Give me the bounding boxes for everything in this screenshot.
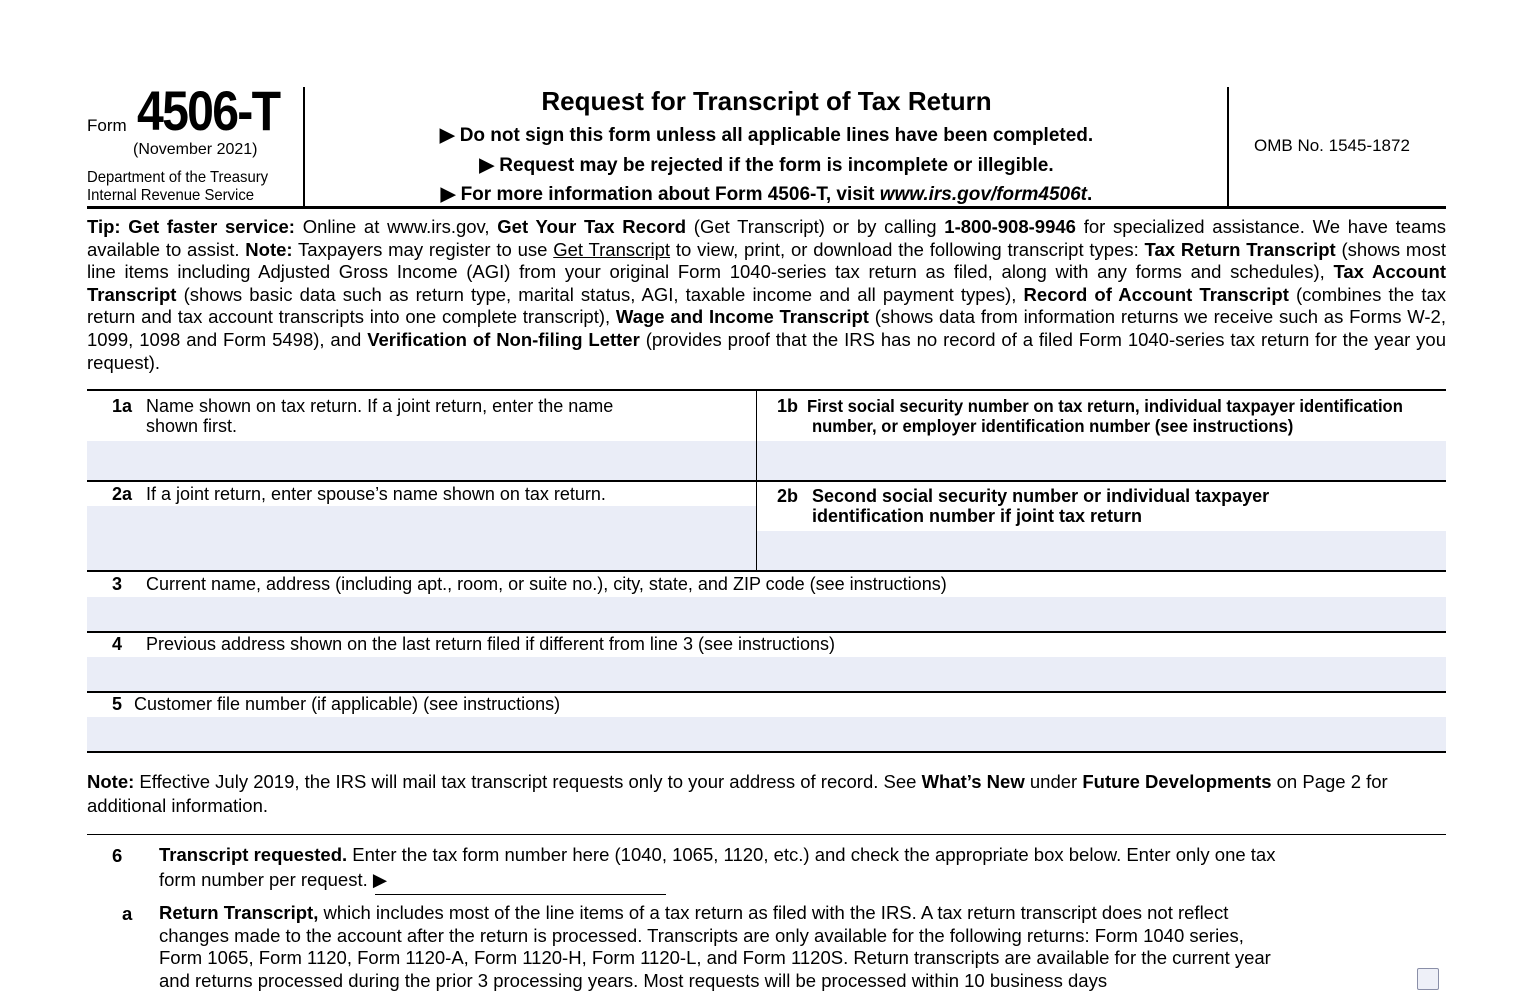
tip-get-record: Get Your Tax Record [497,216,687,237]
note-paragraph [87,770,1446,818]
line-6-desc: Enter the tax form number here (1040, 1065, 1120, etc.) and check the appropriate box below. Enter only one tax [347,844,1276,865]
form-title: Request for Transcript of Tax Return [541,86,992,116]
header-divider-left [303,87,305,206]
field-1b-label-line2: number, or employer identification number (see instructions) [812,416,1294,436]
bullet-3-text: ▶ For more information about Form 4506-T, visit [440,184,880,205]
omb-number: OMB No. 1545-1872 [1254,136,1410,155]
line-6a-line-1: which includes most of the line items of a tax return as filed with the IRS. A tax return transcript does not reflect [318,902,1229,923]
bullet-3-end: . [1087,184,1093,205]
form-word: Form [87,116,127,135]
second-ssn-input[interactable] [757,531,1446,570]
header-bullet-3 [306,183,1227,207]
line-6a-line-2: changes made to the account after the return is processed. Transcripts are only available for the following returns: Form 1040 series, [159,925,1244,946]
line-6-heading: Transcript requested. [159,844,348,865]
header-bullet-1: ▶ Do not sign this form unless all applicable lines have been completed. [439,125,1094,146]
line-6-text-2: form number per request. ▶ [159,869,388,890]
name-on-return-input[interactable] [87,441,756,480]
field-2a-label: If a joint return, enter spouse’s name shown on tax return. [146,484,606,504]
grid-mid-rule-2 [87,570,1446,572]
line-6a-text [159,902,1228,925]
note-text: on Page 2 for additional information. [87,771,1388,816]
tip-text: Online at www.irs.gov, [294,216,498,237]
note-text: Effective July 2019, the IRS will mail tax transcript requests only to your address of record. See [134,771,922,792]
current-address-input[interactable] [87,597,1446,631]
spouse-name-input[interactable] [87,506,756,570]
line-6a-line-4: and returns processed during the prior 3 processing years. Most requests will be processed within 10 business days [159,970,1108,991]
grid-mid-rule-4 [87,691,1446,693]
line-6a-letter: a [122,903,133,924]
note-text: under [1024,771,1083,792]
tip-return-transcript: Tax Return Transcript [1144,238,1336,260]
field-2b-label: Second social security number or individual taxpayer [812,486,1270,506]
field-4-label: Previous address shown on the last return filed if different from line 3 (see instructions) [146,634,836,654]
field-2b-label-line2: identification number if joint tax return [812,506,1143,526]
line-6a-line-3: Form 1065, Form 1120, Form 1120-A, Form 1120-H, Form 1120-L, and Form 1120S. Return transcripts are available for the current year [159,947,1271,968]
field-3-label: Current name, address (including apt., room, or suite no.), city, state, and ZIP code (see instructions) [146,574,947,594]
tip-text: to view, print, or download the following transcript types: [670,238,1145,260]
field-1a-label-line2: shown first. [146,416,238,436]
tip-text: (Get Transcript) or by calling [686,216,945,237]
header-bottom-rule [87,206,1446,209]
line-6a-heading: Return Transcript, [159,902,319,923]
tip-account-transcript: Tax Account Transcript [87,261,1446,305]
grid-bottom-rule [87,751,1446,753]
field-5-number: 5 [112,694,123,714]
line-6-text [159,843,1275,867]
tip-text: (provides proof that the IRS has no record of a filed Form 1040-series tax return for the year you request). [87,328,1447,373]
tip-label: Tip: Get faster service: [87,216,295,237]
tip-record-transcript: Record of Account Transcript [1023,283,1289,305]
form-revision: (November 2021) [133,141,258,158]
grid-top-rule [87,389,1446,391]
tip-note-label: Note: [245,238,293,260]
irs-form-link[interactable]: www.irs.gov/form4506t [879,184,1088,205]
customer-file-number-input[interactable] [87,717,1446,751]
note-whats-new: What’s New [921,771,1025,792]
tip-text: for specialized assistance. We have teams available to assist. [87,216,1446,260]
tip-text: (shows basic data such as return type, marital status, AGI, taxable income and all payment types), [176,283,1024,305]
field-1b-number: 1b [777,396,799,416]
field-3-number: 3 [112,574,123,594]
tip-text: (combines the tax return and tax account transcripts into one complete transcript), [87,283,1446,328]
first-ssn-input[interactable] [757,441,1446,480]
return-transcript-checkbox[interactable] [1417,968,1439,990]
tip-paragraph [87,216,1446,374]
field-1a-label: Name shown on tax return. If a joint return, enter the name [146,396,614,416]
field-4-number: 4 [112,634,123,654]
field-5-label: Customer file number (if applicable) (see instructions) [134,694,561,714]
header-divider-right [1227,87,1229,206]
note-future-developments: Future Developments [1082,771,1272,792]
section-6-rule [87,834,1446,835]
grid-mid-rule-3 [87,631,1446,633]
grid-mid-rule-1 [87,480,1446,482]
field-2b-number: 2b [777,486,799,506]
line-6-number: 6 [112,845,123,866]
field-1a-number: 1a [112,396,133,416]
dept-line-1: Department of the Treasury [87,169,269,186]
tip-text: (shows most line items including Adjusted Gross Income (AGI) from your original Form 1040-series tax return as filed, along with any forms and schedules), [87,238,1447,283]
tip-nonfiling-letter: Verification of Non-filing Letter [367,328,640,350]
header-bullet-2: ▶ Request may be rejected if the form is incomplete or illegible. [479,155,1054,176]
dept-line-2: Internal Revenue Service [87,187,255,204]
tip-text: (shows data from information returns we receive such as Forms W-2, 1099, 1098 and Form 5498), and [87,306,1446,350]
field-2a-number: 2a [112,484,133,504]
note-label: Note: [87,771,135,792]
get-transcript-link[interactable]: Get Transcript [553,238,671,260]
form-number: 4506-T [137,79,280,142]
previous-address-input[interactable] [87,657,1446,691]
tip-phone: 1-800-908-9946 [944,216,1076,237]
field-1b-label: First social security number on tax return, individual taxpayer identification [807,396,1403,416]
tip-text: Taxpayers may register to use [292,238,554,260]
tax-form-number-input[interactable] [375,868,666,895]
tip-wage-transcript: Wage and Income Transcript [615,306,869,328]
